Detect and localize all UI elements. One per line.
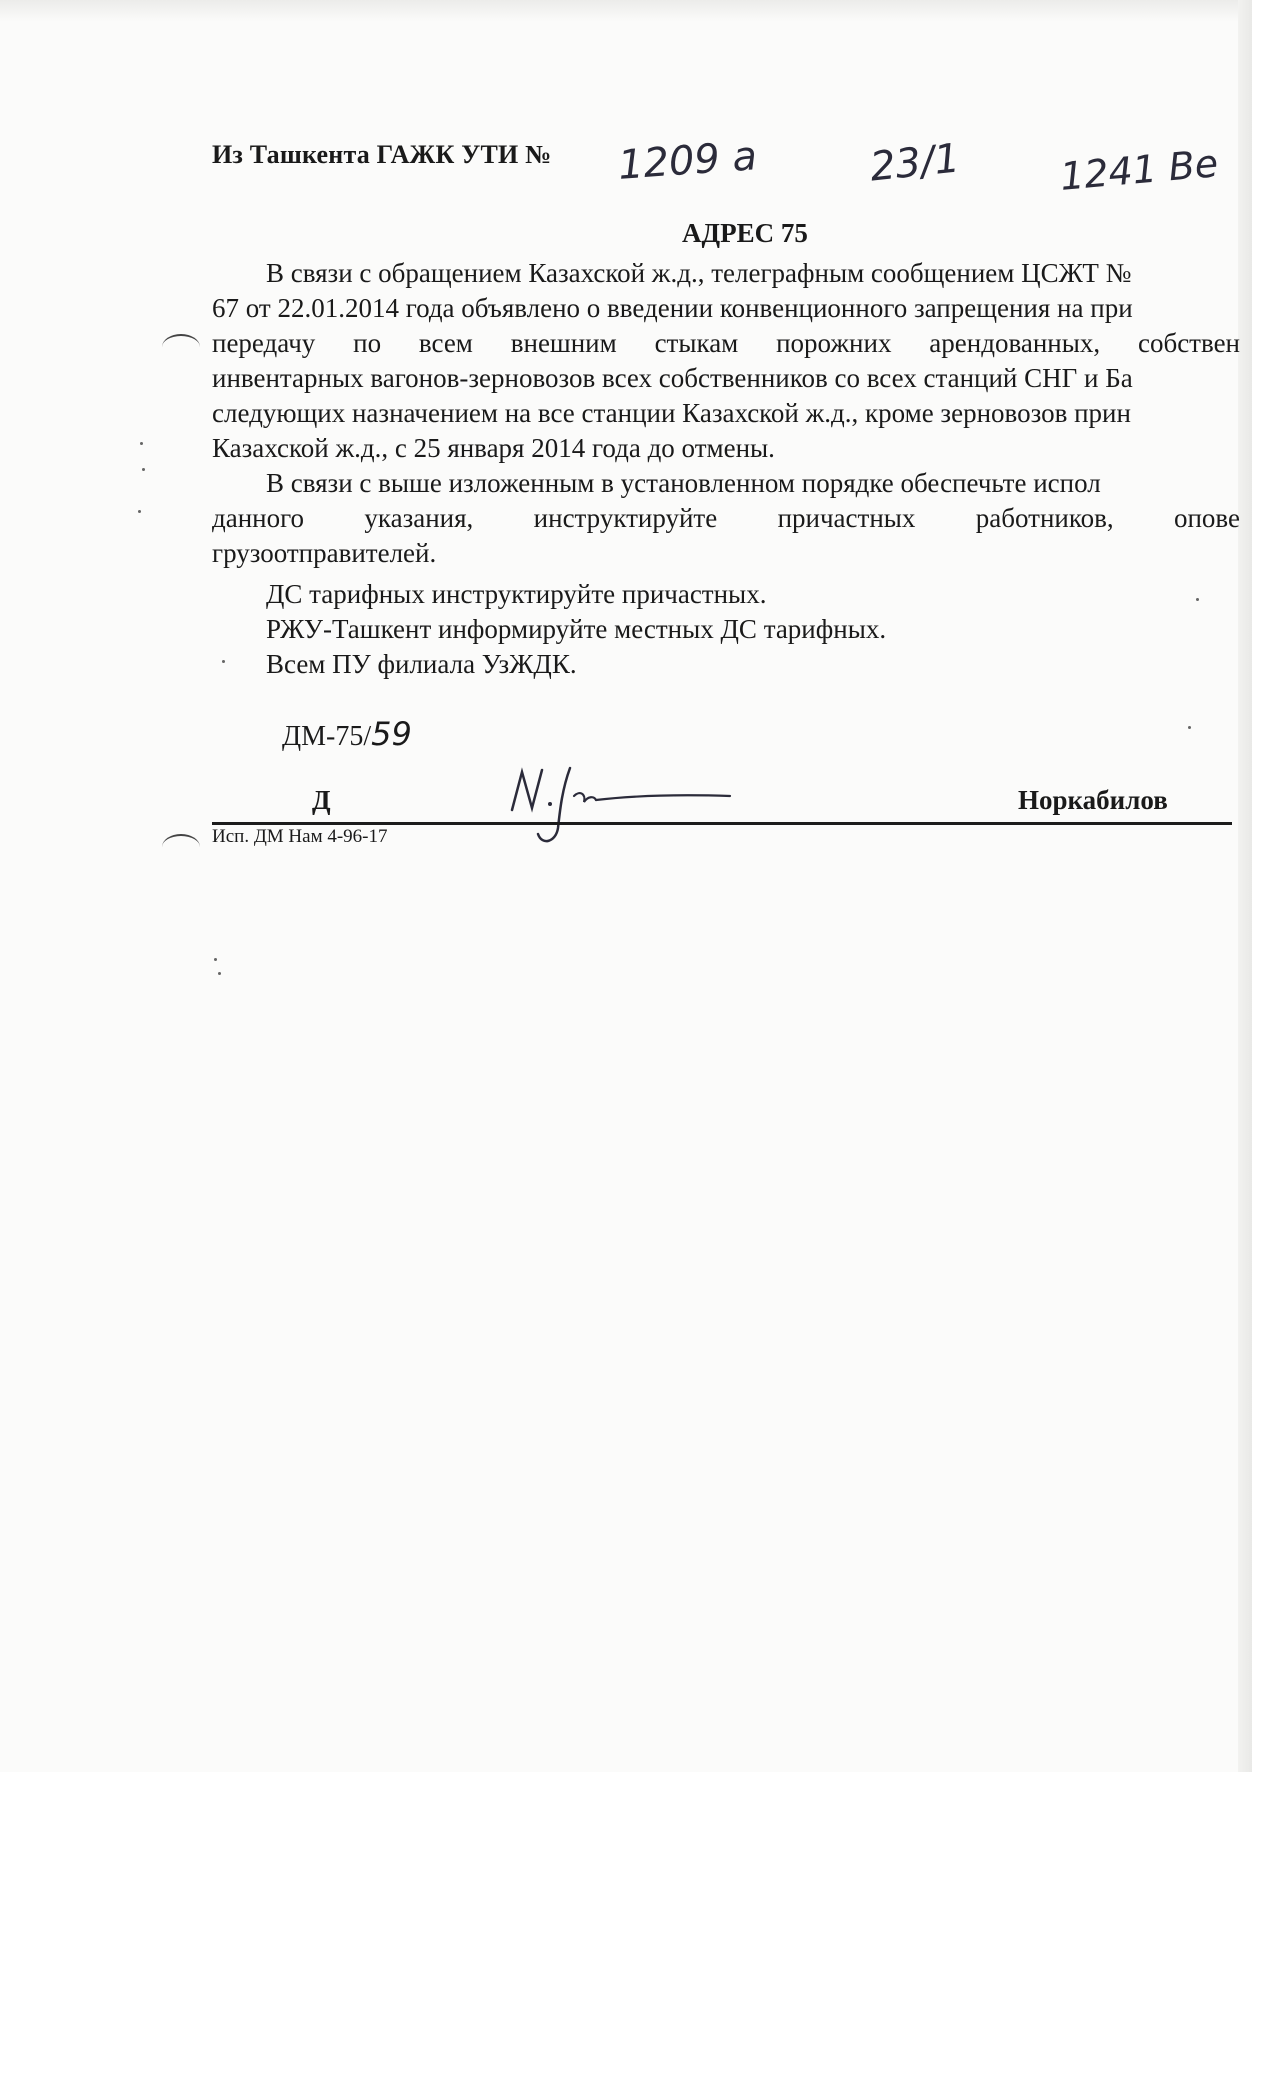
word: собствен xyxy=(1137,328,1240,358)
handwritten-signature xyxy=(500,750,740,850)
scan-speck xyxy=(222,660,225,663)
word: данного xyxy=(212,503,305,533)
document-body xyxy=(212,256,1240,682)
word: стыкам xyxy=(654,328,739,358)
word: арендованных, xyxy=(929,328,1101,358)
paragraph2-line3: грузоотправителей. xyxy=(212,538,437,568)
instruction-all-pu: Всем ПУ филиала УзЖДК. xyxy=(266,649,577,679)
word: передачу xyxy=(212,328,316,358)
paragraph1-line2: 67 от 22.01.2014 года объявлено о введении конвенционного запрещения на при xyxy=(212,293,1133,323)
scan-right-edge xyxy=(1238,0,1252,1772)
signatory-name: Норкабилов xyxy=(1018,785,1168,815)
handwritten-date: 23/1 xyxy=(867,135,962,191)
punch-hole-mark xyxy=(162,834,200,860)
signatory-title: Д xyxy=(312,785,331,815)
word: внешним xyxy=(510,328,617,358)
instruction-ds-tariff: ДС тарифных инструктируйте причастных. xyxy=(266,579,767,609)
scan-speck xyxy=(218,972,221,975)
dm-reference xyxy=(282,715,412,753)
word: инструктируйте xyxy=(533,503,718,533)
word: работников, xyxy=(975,503,1114,533)
telegram-header: Из Ташкента ГАЖК УТИ № xyxy=(212,140,552,169)
word: по xyxy=(353,328,382,358)
word: причастных xyxy=(777,503,916,533)
signature-rule xyxy=(212,822,1232,825)
punch-hole-mark xyxy=(162,334,200,360)
paragraph1-line5: следующих назначением на все станции Казахской ж.д., кроме зерновозов прин xyxy=(212,398,1131,428)
dm-reference-printed: ДМ-75/ xyxy=(282,721,372,752)
instruction-rzhu-tashkent: РЖУ-Ташкент информируйте местных ДС тарифных. xyxy=(266,614,887,644)
scan-speck xyxy=(142,468,145,471)
scan-speck xyxy=(140,442,143,445)
word: опове xyxy=(1173,503,1240,533)
scan-top-edge xyxy=(0,0,1252,22)
scan-speck xyxy=(1188,726,1191,729)
scan-speck xyxy=(138,510,141,513)
paragraph2-line1: В связи с выше изложенным в установленном порядке обеспечьте испол xyxy=(266,468,1101,498)
word: порожних xyxy=(776,328,892,358)
handwritten-reference: 1241 Be xyxy=(1058,141,1220,199)
paragraph1-line3 xyxy=(212,326,1240,361)
word: всем xyxy=(418,328,473,358)
executor-note: Исп. ДМ Нам 4-96-17 xyxy=(212,826,388,847)
paragraph1-line4: инвентарных вагонов-зерновозов всех собственников со всех станций СНГ и Ба xyxy=(212,363,1133,393)
paragraph2-line2 xyxy=(212,501,1240,536)
word: указания, xyxy=(364,503,474,533)
scan-speck xyxy=(1196,598,1199,601)
paragraph1-line1: В связи с обращением Казахской ж.д., телеграфным сообщением ЦСЖТ № xyxy=(266,258,1132,288)
scan-speck xyxy=(214,958,217,961)
dm-reference-handwritten: 59 xyxy=(371,715,412,753)
paragraph1-line6: Казахской ж.д., с 25 января 2014 года до отмены. xyxy=(212,433,775,463)
handwritten-telegram-number: 1209 a xyxy=(616,133,759,189)
address-heading: АДРЕС 75 xyxy=(682,218,808,248)
